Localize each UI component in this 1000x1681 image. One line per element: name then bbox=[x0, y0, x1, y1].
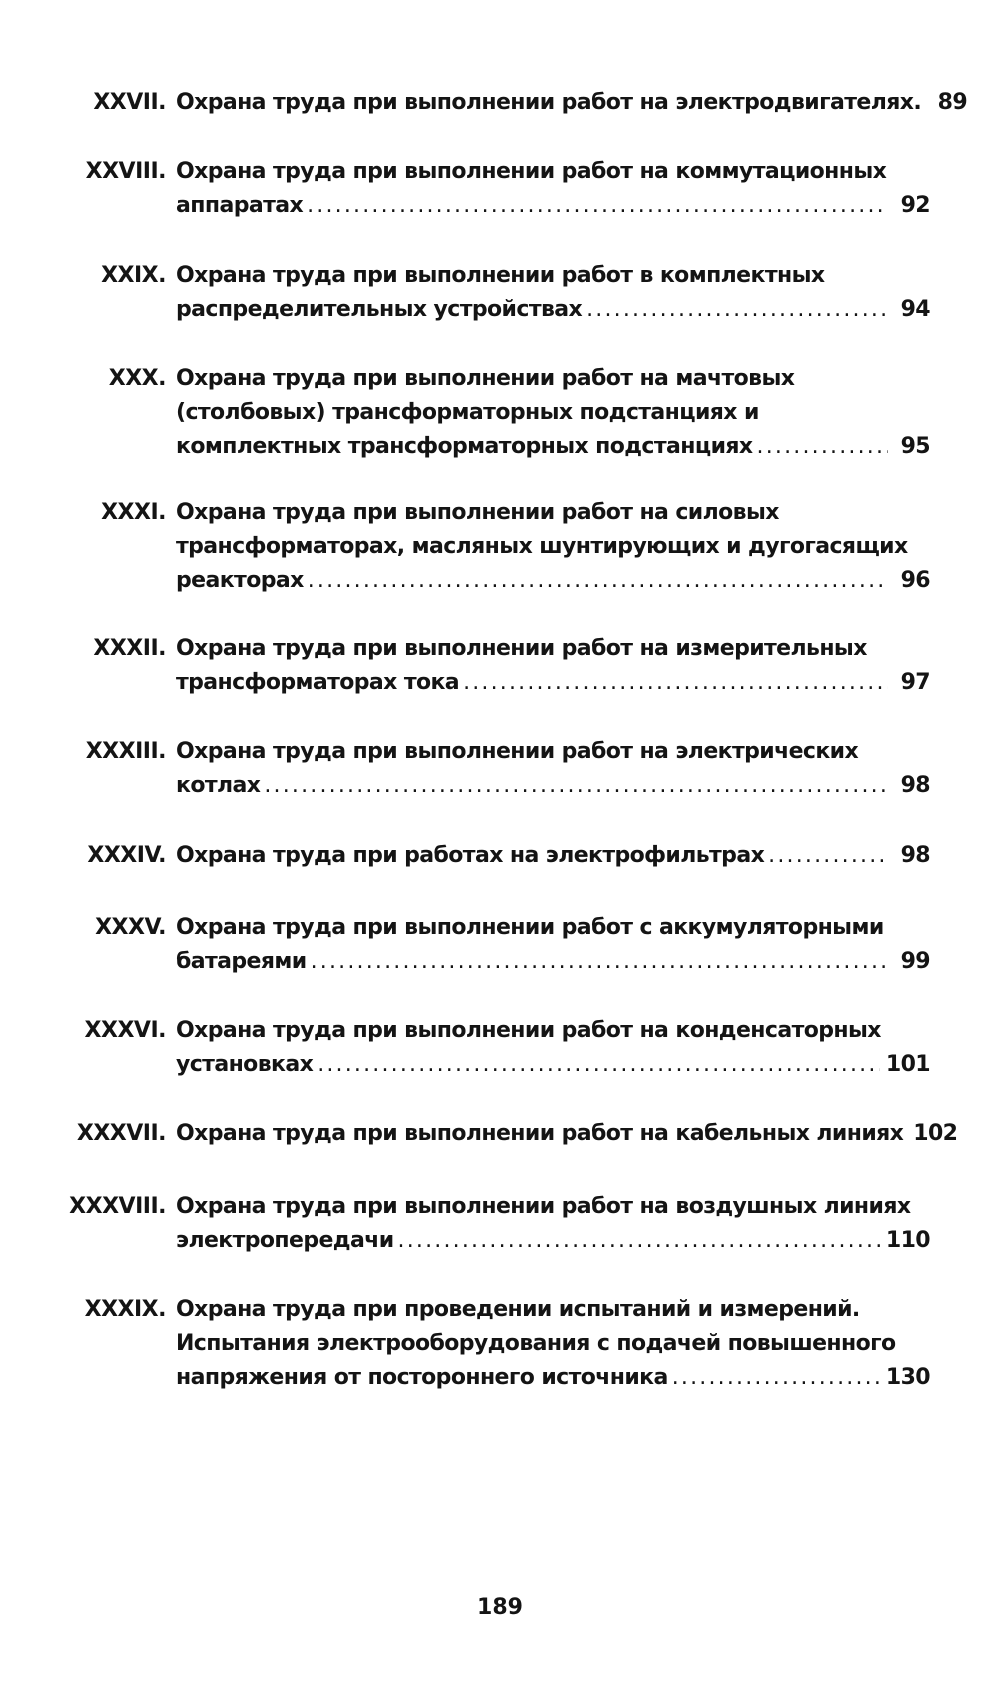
entry-last-line bbox=[176, 666, 946, 700]
section-number: XXXIX. bbox=[84, 1297, 166, 1322]
entry-line: Охрана труда при выполнении работ на мачтовых bbox=[176, 366, 795, 391]
entry-title: электропередачи bbox=[176, 1228, 394, 1253]
entry-last-line bbox=[176, 189, 946, 223]
entry-text bbox=[176, 362, 946, 464]
section-number: XXXVIII. bbox=[69, 1194, 166, 1219]
dot-leader bbox=[317, 1048, 880, 1082]
entry-line: Охрана труда при выполнении работ на силовых bbox=[176, 500, 779, 525]
entry-text bbox=[176, 496, 946, 598]
dot-leader bbox=[768, 839, 888, 873]
dot-leader bbox=[398, 1224, 880, 1258]
page-ref: 102 bbox=[913, 1121, 958, 1146]
dot-leader bbox=[308, 564, 888, 598]
entry-last-line bbox=[176, 86, 968, 120]
section-number: XXXII. bbox=[93, 636, 166, 661]
entry-last-line bbox=[176, 1361, 946, 1395]
entry-last-line bbox=[176, 1117, 958, 1151]
section-number: XXXIV. bbox=[87, 843, 166, 868]
page-ref: 110 bbox=[885, 1228, 930, 1253]
entry-line: Охрана труда при выполнении работ с аккумуляторными bbox=[176, 915, 884, 940]
entry-last-line bbox=[176, 293, 946, 327]
entry-last-line bbox=[176, 1048, 946, 1082]
page-ref: 98 bbox=[900, 843, 930, 868]
entry-last-line bbox=[176, 1224, 946, 1258]
entry-text bbox=[176, 1117, 958, 1151]
entry-text bbox=[176, 1293, 946, 1395]
section-number: XXVIII. bbox=[85, 159, 166, 184]
entry-line: Охрана труда при выполнении работ в комплектных bbox=[176, 263, 825, 288]
section-number: XXXIII. bbox=[85, 739, 166, 764]
entry-text bbox=[176, 839, 946, 873]
section-number: XXXVII. bbox=[76, 1121, 166, 1146]
entry-text bbox=[176, 911, 946, 979]
entry-line: трансформаторах, масляных шунтирующих и дугогасящих bbox=[176, 534, 908, 559]
entry-text bbox=[176, 1014, 946, 1082]
page-number: 189 bbox=[477, 1595, 523, 1620]
section-number: XXXI. bbox=[101, 500, 166, 525]
dot-leader bbox=[463, 666, 888, 700]
entry-title: котлах bbox=[176, 773, 261, 798]
page-ref: 99 bbox=[900, 949, 930, 974]
entry-text bbox=[176, 735, 946, 803]
dot-leader bbox=[264, 769, 888, 803]
section-number: XXVII. bbox=[93, 90, 166, 115]
page-ref: 96 bbox=[900, 568, 930, 593]
entry-text bbox=[176, 259, 946, 327]
entry-title: установках bbox=[176, 1052, 314, 1077]
entry-last-line bbox=[176, 430, 946, 464]
entry-last-line bbox=[176, 769, 946, 803]
entry-title: напряжения от постороннего источника bbox=[176, 1365, 668, 1390]
entry-title: Охрана труда при работах на электрофильтрах bbox=[176, 843, 765, 868]
entry-line: Охрана труда при выполнении работ на коммутационных bbox=[176, 159, 887, 184]
entry-title: трансформаторах тока bbox=[176, 670, 460, 695]
entry-title: Охрана труда при выполнении работ на электродвигателях. bbox=[176, 90, 922, 115]
entry-title: Охрана труда при выполнении работ на кабельных линиях bbox=[176, 1121, 904, 1146]
entry-title: реакторах bbox=[176, 568, 304, 593]
page-ref: 97 bbox=[900, 670, 930, 695]
entry-title: батареями bbox=[176, 949, 307, 974]
entry-last-line bbox=[176, 564, 946, 598]
page-ref: 89 bbox=[937, 90, 968, 115]
entry-text bbox=[176, 1190, 946, 1258]
dot-leader bbox=[672, 1361, 880, 1395]
entry-last-line bbox=[176, 839, 946, 873]
entry-line: Охрана труда при проведении испытаний и измерений. bbox=[176, 1297, 860, 1322]
page-ref: 130 bbox=[885, 1365, 930, 1390]
section-number: XXIX. bbox=[101, 263, 166, 288]
entry-line: Охрана труда при выполнении работ на конденсаторных bbox=[176, 1018, 881, 1043]
entry-line: Охрана труда при выполнении работ на воздушных линиях bbox=[176, 1194, 911, 1219]
page-ref: 95 bbox=[900, 434, 930, 459]
entry-text bbox=[176, 632, 946, 700]
entry-title: комплектных трансформаторных подстанциях bbox=[176, 434, 753, 459]
entry-line: Охрана труда при выполнении работ на измерительных bbox=[176, 636, 867, 661]
dot-leader bbox=[311, 945, 888, 979]
section-number: XXXVI. bbox=[84, 1018, 166, 1043]
entry-line: Испытания электрооборудования с подачей повышенного bbox=[176, 1331, 896, 1356]
dot-leader bbox=[586, 293, 888, 327]
section-number: XXXV. bbox=[95, 915, 166, 940]
entry-line: (столбовых) трансформаторных подстанциях и bbox=[176, 400, 759, 425]
entry-title: распределительных устройствах bbox=[176, 297, 583, 322]
entry-last-line bbox=[176, 945, 946, 979]
entry-title: аппаратах bbox=[176, 193, 304, 218]
page-ref: 98 bbox=[900, 773, 930, 798]
dot-leader bbox=[307, 189, 888, 223]
section-number: XXX. bbox=[108, 366, 166, 391]
entry-line: Охрана труда при выполнении работ на электрических bbox=[176, 739, 859, 764]
page-ref: 101 bbox=[885, 1052, 930, 1077]
page-ref: 92 bbox=[900, 193, 930, 218]
entry-text bbox=[176, 86, 968, 120]
entry-text bbox=[176, 155, 946, 223]
page-ref: 94 bbox=[900, 297, 930, 322]
dot-leader bbox=[757, 430, 888, 464]
